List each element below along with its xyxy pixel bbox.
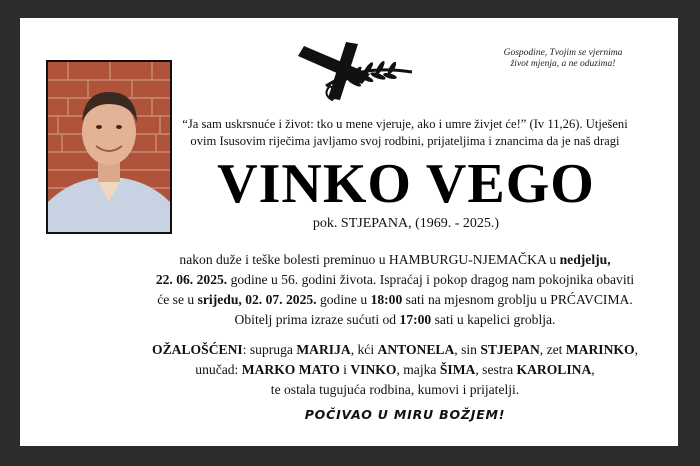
announcement-line-1: nakon duže i teške bolesti preminuo u HAMBURGU-NJEMAČKA u nedjelju, — [179, 252, 611, 267]
cross-icon — [290, 40, 420, 104]
parent-and-years: pok. STJEPANA, (1969. - 2025.) — [312, 216, 500, 231]
motto-line-2: život mjenja, a ne oduzima! — [510, 59, 616, 69]
portrait-photo — [46, 60, 172, 234]
announcement-text — [145, 250, 645, 330]
bible-quote — [170, 116, 640, 150]
deceased-name: VINKO VEGO — [217, 153, 595, 215]
announcement-line-2: 22. 06. 2025. godine u 56. godini života. Ispraćaj i pokop dragog nam pokojnika obaviti — [155, 272, 635, 287]
motto-line-1: Gospodine, Tvojim se vjernima — [503, 48, 623, 58]
quote-line-2: ovim Isusovim riječima javljamo svoj rodbini, prijateljima i znancima da je naš dragi — [190, 134, 620, 148]
announcement-line-4: Obitelj prima izraze sućuti od 17:00 sati u kapelici groblja. — [234, 312, 556, 327]
announcement-line-3: će se u srijedu, 02. 07. 2025. godine u 18:00 sati na mjesnom groblju u PRĆAVCIMA. — [157, 292, 633, 307]
mourners-line-1: OŽALOŠĆENI: supruga MARIJA, kći ANTONELA, sin STJEPAN, zet MARINKO, — [152, 342, 638, 357]
quote-line-1: “Ja sam uskrsnuće i život: tko u mene vjeruje, ako i umre živjet će!” (Iv 11,26). Utješeni — [182, 117, 628, 131]
mourners-line-3: te ostala tugujuća rodbina, kumovi i prijatelji. — [270, 382, 520, 397]
rest-in-peace: POČIVAO U MIRU BOŽJEM! — [304, 407, 506, 422]
mourners-line-2: unučad: MARKO MATO i VINKO, majka ŠIMA, sestra KAROLINA, — [195, 362, 595, 377]
mourners-list — [145, 340, 645, 400]
motto — [468, 48, 658, 70]
obituary-card — [20, 18, 678, 446]
